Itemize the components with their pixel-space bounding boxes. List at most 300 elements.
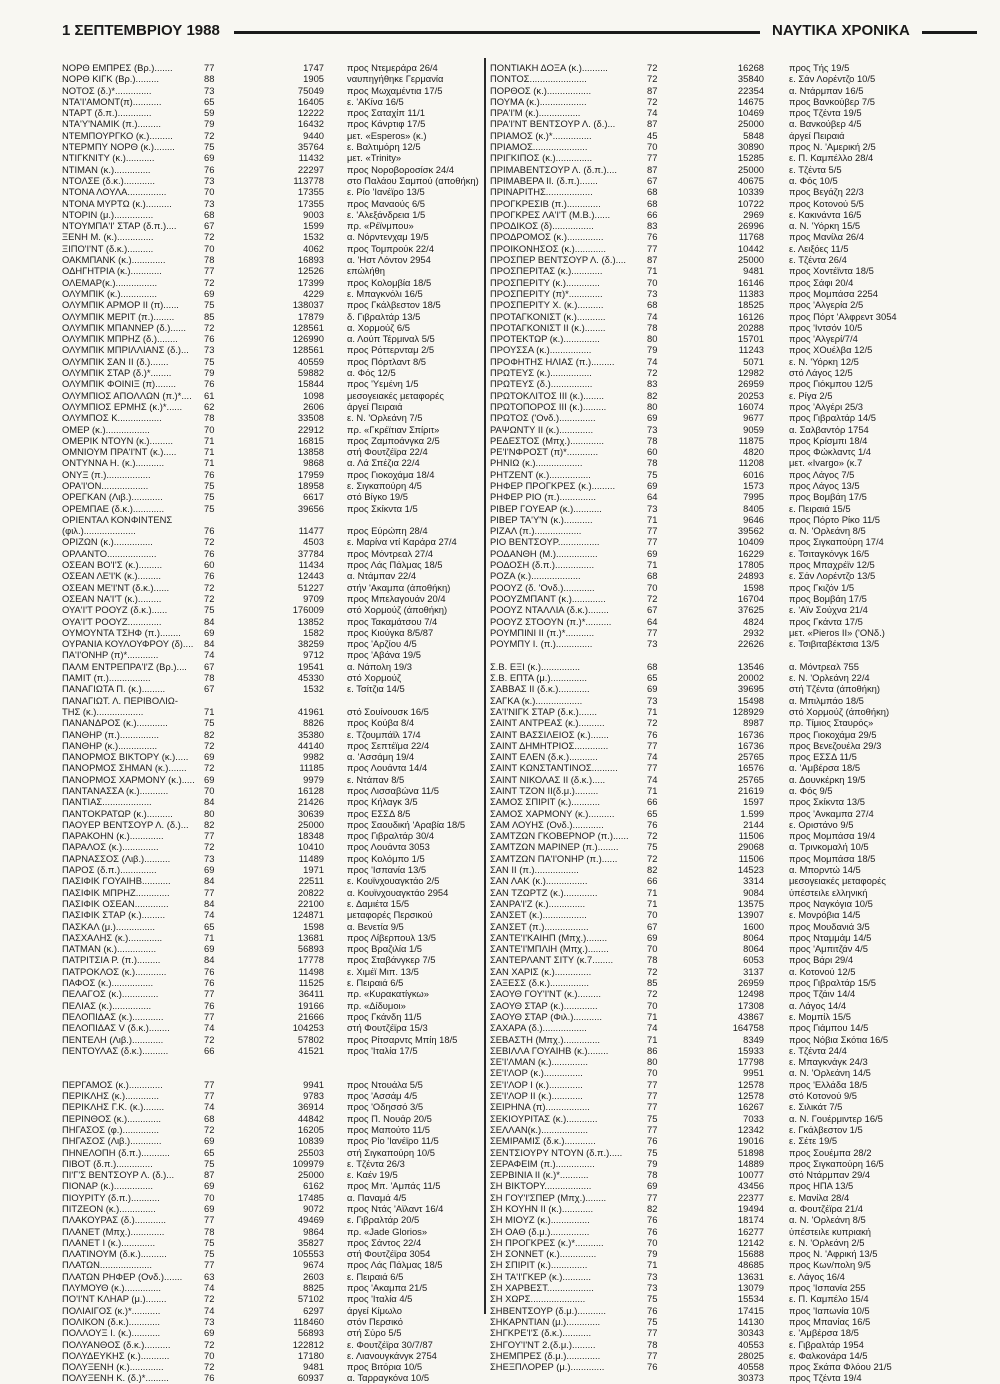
tonnage: 12498 bbox=[737, 988, 764, 1000]
tonnage: 30373 bbox=[737, 1372, 764, 1384]
build-year: 59 bbox=[204, 107, 215, 119]
build-year: 68 bbox=[647, 570, 658, 582]
build-year: 76 bbox=[204, 378, 215, 390]
tonnage: 75049 bbox=[297, 84, 324, 96]
tonnage: 21666 bbox=[297, 1010, 324, 1022]
build-year: 77 bbox=[204, 1010, 215, 1022]
build-year: 72 bbox=[204, 762, 215, 774]
ship-status: προς Βιτόρια 10/5 bbox=[347, 1361, 423, 1373]
tonnage: 16432 bbox=[297, 118, 324, 130]
ship-name: ΝΟΡΘ ΚΙΓΚ (Βρ.)......... bbox=[62, 73, 159, 85]
ship-name: ΠΑΣΙΦΙΚ ΣΤΑΡ (κ.)......... bbox=[62, 909, 166, 921]
build-year: 76 bbox=[204, 547, 215, 559]
ship-name: ΠΑΣΚΑΛ (μ.)............... bbox=[62, 920, 155, 932]
build-year: 60 bbox=[204, 559, 215, 571]
build-year: 67 bbox=[204, 660, 215, 672]
build-year: 77 bbox=[204, 265, 215, 277]
build-year: 71 bbox=[204, 457, 215, 469]
build-year: 76 bbox=[647, 1225, 658, 1237]
tonnage: 1.599 bbox=[740, 807, 764, 819]
ship-name: ΠΟΛΥΞΕΝΗ (κ.)............. bbox=[62, 1361, 164, 1373]
ship-entry bbox=[62, 457, 482, 468]
tonnage: 25503 bbox=[297, 1146, 324, 1158]
tonnage: 10442 bbox=[737, 242, 764, 254]
ship-status: προς Γιβραλτάρ 15/5 bbox=[789, 977, 876, 989]
ship-status: ε. Γιβραλτάρ 20/5 bbox=[347, 1214, 420, 1226]
tonnage: 21619 bbox=[737, 785, 764, 796]
ship-status: α. Φουτζέϊρα 21/4 bbox=[789, 1202, 864, 1214]
tonnage: 17355 bbox=[297, 186, 324, 198]
ship-status: προς Νόβια Σκότια 16/5 bbox=[789, 1033, 889, 1045]
ship-name: ΣΕΚΙΟΥΡΙΤΑΣ (κ.)............ bbox=[490, 1112, 598, 1124]
tonnage: 10409 bbox=[737, 536, 764, 548]
ship-status: προς Τζέντα 19/5 bbox=[789, 107, 862, 119]
ship-entry bbox=[490, 729, 925, 740]
ship-entry bbox=[62, 898, 482, 909]
ship-name: ΠΛΥΜΟΥΘ (κ.).............. bbox=[62, 1282, 162, 1294]
tonnage: 12526 bbox=[297, 265, 324, 277]
tonnage: 41521 bbox=[297, 1044, 324, 1056]
ship-entry bbox=[490, 62, 925, 73]
ship-status: προς Λουάντα 3053 bbox=[347, 841, 430, 853]
build-year: 68 bbox=[647, 197, 658, 209]
ship-status: προς Σιγκαπούρη 16/5 bbox=[789, 1157, 884, 1169]
ship-status: ε. Βαλτιμόρη 12/5 bbox=[347, 141, 421, 153]
ship-entry bbox=[490, 96, 925, 107]
ship-name: ΡΙΒΕΡ ΓΟΥΕΑΡ (κ.)........... bbox=[490, 502, 602, 514]
ship-name: ΞΕΝΗ Μ. (κ.).............. bbox=[62, 231, 154, 243]
tonnage: 9481 bbox=[303, 1361, 324, 1373]
ship-name: ΠΡΟΔΙΚΟΣ (δ)................ bbox=[490, 220, 594, 232]
ship-name: ΠΑΦΟΣ (κ.)................ bbox=[62, 977, 154, 989]
tonnage: 8405 bbox=[743, 502, 764, 514]
build-year: 76 bbox=[647, 1135, 658, 1147]
tonnage: 16229 bbox=[737, 547, 764, 559]
ship-status: προς 'Αβάνα 19/5 bbox=[347, 649, 421, 661]
build-year: 65 bbox=[647, 672, 658, 684]
tonnage: 17399 bbox=[297, 276, 324, 288]
tonnage: 20288 bbox=[737, 321, 764, 333]
ship-status: ε. 'Αλεξάνδρεια 1/5 bbox=[347, 208, 426, 220]
ship-name: ΣΑΝ ΛΑΚ (κ.)................ bbox=[490, 875, 588, 887]
ship-status: προς 'Αλγέρι 25/3 bbox=[789, 400, 864, 412]
tonnage: 38259 bbox=[297, 638, 324, 650]
build-year: 82 bbox=[647, 389, 658, 401]
build-year: 71 bbox=[647, 1033, 658, 1045]
ship-status: ε. Μονρόβια 14/5 bbox=[789, 909, 861, 921]
build-year: 71 bbox=[204, 705, 215, 717]
ship-name: ΣΑΜΤΖΩΝ ΓΚΟΒΕΡΝΟΡ (π.)...... bbox=[490, 830, 629, 842]
build-year: 72 bbox=[647, 95, 658, 107]
ship-name: ΟΣΕΑΝ ΜΕ'Ι'ΝΤ (δ.κ.)...... bbox=[62, 581, 170, 593]
tonnage: 8826 bbox=[303, 717, 324, 729]
tonnage: 9646 bbox=[743, 513, 764, 525]
ship-name: ΣΕΙΡΗΝΑ (π)................. bbox=[490, 1101, 590, 1113]
ship-entry bbox=[490, 288, 925, 299]
build-year: 76 bbox=[647, 728, 658, 740]
ship-name: ΡΟΖΑ (κ.)................... bbox=[490, 570, 581, 582]
tonnage: 40559 bbox=[297, 355, 324, 367]
ship-entry bbox=[490, 921, 925, 932]
ship-name: ΣΗ ΒΙΚΤΟΡΥ.................. bbox=[490, 1180, 592, 1192]
build-year: 71 bbox=[647, 559, 658, 571]
ship-entry bbox=[490, 954, 925, 965]
build-year: 83 bbox=[647, 378, 658, 390]
tonnage: 5071 bbox=[743, 355, 764, 367]
ship-name: ΣΗ ΠΡΟΓΚΡΕΣ (κ.)*........... bbox=[490, 1236, 604, 1248]
ship-status: προς Μομπάσα 18/5 bbox=[789, 852, 876, 864]
ship-name: ΣΕ'Ι'ΛΟΡ Ι (κ.)............. bbox=[490, 1078, 583, 1090]
ship-status: ε. Λειξόες 11/5 bbox=[789, 242, 849, 254]
ship-entry bbox=[62, 661, 482, 672]
ship-status: ε. Πειραιά 15/5 bbox=[789, 502, 851, 514]
ship-status: προς Γκάντα 17/5 bbox=[789, 615, 863, 627]
ship-entry bbox=[62, 729, 482, 740]
ship-name: ΟΥΜΟΥΝΤΑ ΤΣΗΦ (π.)........ bbox=[62, 626, 181, 638]
ship-name: ΠΡΙΓΚΙΠΟΣ (κ.).............. bbox=[490, 152, 593, 164]
build-year: 78 bbox=[647, 1169, 658, 1181]
ship-status: προς 'Ασσάμ 4/5 bbox=[347, 1090, 418, 1102]
build-year: 70 bbox=[647, 943, 658, 955]
ship-entry bbox=[62, 548, 482, 559]
ship-status: προς Γκάλβεστον 18/5 bbox=[347, 299, 441, 311]
ship-name: ΠΕΡΓΑΜΟΣ (κ.)............. bbox=[62, 1078, 163, 1090]
ship-name: ΠΡΟΣΠΕΡΙΤΥ Χ. (κ.).......... bbox=[490, 299, 604, 311]
ship-entry bbox=[490, 988, 925, 999]
ship-status: μετ. «Esperos» (κ.) bbox=[347, 129, 427, 141]
build-year: 77 bbox=[647, 626, 658, 638]
ship-name: ΠΑΝΤΟΚΡΑΤΩΡ (κ.).......... bbox=[62, 807, 173, 819]
issue-date: 1 ΣΕΠΤΕΜΒΡΙΟΥ 1988 bbox=[62, 22, 220, 39]
ship-entry bbox=[62, 1293, 482, 1304]
ship-entry bbox=[62, 672, 482, 683]
ship-name: ΠΑΝΤΙΑΣ................... bbox=[62, 796, 152, 808]
ship-status: ε. Τσίτζια 14/5 bbox=[347, 683, 405, 695]
ship-status: ε. Τζέντα 26/4 bbox=[789, 254, 847, 266]
ship-entry bbox=[490, 1226, 925, 1237]
ship-name: ΣΑΙΝΤ ΑΝΤΡΕΑΣ (κ.).......... bbox=[490, 717, 605, 729]
ship-status: προς Λάγος 13/5 bbox=[789, 479, 860, 491]
ship-status: προς Πόρτλαντ 8/5 bbox=[347, 355, 427, 367]
ship-name: ΟΛΥΜΠΙΚ ΦΟΙΝΙΞ (π)........ bbox=[62, 378, 176, 390]
ship-status: προς Π. Νουάρ 20/5 bbox=[347, 1112, 432, 1124]
tonnage: 18348 bbox=[297, 830, 324, 842]
ship-name: ΟΛΥΜΠΙΚ ΣΤΑΡ (δ.)*........ bbox=[62, 367, 172, 379]
column-divider bbox=[484, 58, 486, 1314]
ship-status: προς 'Αρζίου 4/5 bbox=[347, 638, 417, 650]
ship-name: ΣΗΕΞΠΛΟΡΕΡ (μ.)............. bbox=[490, 1361, 605, 1373]
ship-name: ΣΑΙΝΤ ΒΑΣΣΙΛΕΙΟΣ (κ.)....... bbox=[490, 728, 609, 740]
ship-status: προς Ντεμεράρα 26/4 bbox=[347, 62, 438, 73]
ship-entry bbox=[62, 536, 482, 547]
ship-name: ΟΣΕΑΝ ΛΕ'Ι'Κ (κ.)......... bbox=[62, 570, 161, 582]
tonnage: 17180 bbox=[297, 1349, 324, 1361]
tonnage: 22354 bbox=[737, 84, 764, 96]
ship-status: προς 'Υεμένη 1/5 bbox=[347, 378, 419, 390]
tonnage: 9072 bbox=[303, 1202, 324, 1214]
tonnage: 6297 bbox=[303, 1304, 324, 1316]
ship-name: ΡΑΨΩΝΤΥ ΙΙ (κ.)............. bbox=[490, 423, 594, 435]
ship-entry bbox=[490, 1259, 925, 1270]
ship-entry bbox=[62, 1305, 482, 1316]
ship-name: ΠΛΑΝΕΤ Ι (κ.)............. bbox=[62, 1236, 156, 1248]
ship-entry bbox=[62, 1237, 482, 1248]
ship-name: ΠΑΣΧΑΛΗΣ (κ.)............. bbox=[62, 931, 163, 943]
build-year: 75 bbox=[647, 1315, 658, 1327]
build-year: 75 bbox=[647, 1146, 658, 1158]
ship-name: ΣΗΚΑΡΝΤΙΑΝ (μ.)............. bbox=[490, 1315, 601, 1327]
tonnage: 104253 bbox=[292, 1022, 324, 1034]
build-year: 64 bbox=[647, 491, 658, 503]
ship-status: προς Μπανίας 16/5 bbox=[789, 1315, 871, 1327]
build-year: 71 bbox=[647, 897, 658, 909]
tonnage: 138037 bbox=[292, 299, 324, 311]
ship-name: ΡΟΟΥΖ ΝΤΑΛΛΙΑ (δ.κ.)........ bbox=[490, 604, 609, 616]
ship-status: προς Κρίσμπι 18/4 bbox=[789, 434, 868, 446]
ship-entry bbox=[62, 1214, 482, 1225]
ship-entry bbox=[62, 254, 482, 265]
build-year: 76 bbox=[204, 965, 215, 977]
ship-entry bbox=[490, 672, 925, 683]
ship-name: ΝΤΟΡΙΝ (μ.)............... bbox=[62, 208, 154, 220]
ship-name: ΣΕΒΑΣΤΗ (Μπχ.).............. bbox=[490, 1033, 600, 1045]
ship-entry bbox=[62, 1192, 482, 1203]
ship-status: προς Σαταχίπ 11/1 bbox=[347, 107, 425, 119]
ship-name: ΠΗΓΑΣΟΣ (Λιβ.)............ bbox=[62, 1135, 162, 1147]
tonnage: 25000 bbox=[297, 1169, 324, 1181]
ship-status: α. Μόντρεαλ 755 bbox=[789, 660, 859, 672]
tonnage: 15688 bbox=[737, 1248, 764, 1260]
tonnage: 9481 bbox=[743, 265, 764, 277]
tonnage: 1600 bbox=[743, 920, 764, 932]
ship-status: προς Τζάιν 14/4 bbox=[789, 988, 856, 1000]
ship-status: α. 'Ηστ Λόντον 2954 bbox=[347, 254, 431, 266]
ship-name: Σ.Β. ΕΠΤΑ (μ.).............. bbox=[490, 672, 587, 684]
ship-status: πρ. «Γκρέϊτιαν Σπίριτ» bbox=[347, 423, 440, 435]
ship-entry bbox=[62, 514, 482, 525]
ship-name: ΟΡΑ'Ι'ΟΝ.................. bbox=[62, 479, 149, 491]
ship-name: ΠΡΟΤΕΚΤΩΡ (κ.).............. bbox=[490, 333, 600, 345]
ship-status: προς Ζαμποάνγκα 2/5 bbox=[347, 434, 440, 446]
ship-name: ΠΙΟΥΡΙΤΥ (δ.π.)........... bbox=[62, 1191, 160, 1203]
tonnage: 41961 bbox=[297, 705, 324, 717]
ship-entry bbox=[490, 209, 925, 220]
tonnage: 45330 bbox=[297, 672, 324, 684]
ship-name: ΡΕΔΕΣΤΟΣ (Μπχ.)............. bbox=[490, 434, 604, 446]
ship-status: προς Γκιζόν 1/5 bbox=[789, 581, 855, 593]
ship-entry bbox=[62, 988, 482, 999]
ship-status: προς Ν. 'Αφρική 13/5 bbox=[789, 1248, 878, 1260]
build-year: 83 bbox=[647, 220, 658, 232]
build-year: 72 bbox=[204, 1123, 215, 1135]
ship-name: ΣΑΙΝΤ ΤΖΟΝ ΙΙ(δ.μ.)......... bbox=[490, 785, 599, 796]
ship-name: ΣΗ ΧΑΡΒΕΣΤ.................. bbox=[490, 1282, 594, 1294]
tonnage: 126990 bbox=[292, 333, 324, 345]
ship-entry bbox=[62, 367, 482, 378]
ship-name: ΠΡΙΜΑΒΕΡΑ ΙΙ. (δ.π.)....... bbox=[490, 174, 598, 186]
tonnage: 11383 bbox=[738, 287, 764, 299]
ship-entry bbox=[62, 435, 482, 446]
tonnage: 6617 bbox=[303, 491, 324, 503]
build-year: 69 bbox=[647, 1180, 658, 1192]
build-year: 77 bbox=[647, 1191, 658, 1203]
tonnage: 15701 bbox=[737, 333, 764, 345]
ship-status: ε. Λάγος 16/4 bbox=[789, 1270, 845, 1282]
tonnage: 4229 bbox=[303, 287, 324, 299]
ship-entry bbox=[490, 164, 925, 175]
ship-name: ΠΕΡΙΚΛΗΣ Γ.Κ. (κ.)........ bbox=[62, 1101, 165, 1113]
tonnage: 1747 bbox=[303, 62, 324, 73]
ship-status: προς ΕΣΣΔ 11/5 bbox=[789, 751, 857, 763]
tonnage: 13681 bbox=[297, 931, 324, 943]
ship-name: ΠΑΝΑΓΙΩΤΑ Π. (κ.)......... bbox=[62, 683, 166, 695]
ship-status: μετ. «Trinity» bbox=[347, 152, 402, 164]
build-year: 77 bbox=[204, 1214, 215, 1226]
tonnage: 12982 bbox=[737, 367, 764, 379]
ship-status: δ. Γιβραλτάρ 13/5 bbox=[347, 310, 421, 322]
build-year: 79 bbox=[204, 118, 215, 130]
ship-status: προς 'Ανκαμπα 27/4 bbox=[789, 807, 874, 819]
ship-status: ύπέστειλε κυπριακή bbox=[789, 1225, 872, 1237]
tonnage: 56893 bbox=[297, 943, 324, 955]
tonnage: 33508 bbox=[297, 412, 324, 424]
ship-name: ΣΑΝ ΙΙ (π.)................. bbox=[490, 864, 579, 876]
ship-name: ΡΟΔΑΝΘΗ (Μ.)................ bbox=[490, 547, 598, 559]
ship-name: ΣΑΝ ΧΑΡΙΣ (κ.).............. bbox=[490, 965, 592, 977]
tonnage: 5848 bbox=[743, 129, 764, 141]
tonnage: 2603 bbox=[303, 1270, 324, 1282]
ship-name: ΠΗΝΕΛΟΠΗ (δ.π.)........... bbox=[62, 1146, 170, 1158]
ship-name: ΠΑΝΟΡΜΟΣ ΣΗΜΑΝ (κ.)....... bbox=[62, 762, 187, 774]
ship-entry bbox=[62, 1180, 482, 1191]
build-year: 72 bbox=[204, 1361, 215, 1373]
ship-entry bbox=[62, 830, 482, 841]
ship-status: προς Σιγκαπούρη 17/4 bbox=[789, 536, 884, 548]
ship-entry bbox=[62, 175, 482, 186]
ship-entry bbox=[490, 412, 925, 423]
build-year: 75 bbox=[647, 841, 658, 853]
tonnage: 9941 bbox=[303, 1078, 324, 1090]
tonnage: 105553 bbox=[292, 1248, 324, 1260]
ship-entry bbox=[62, 570, 482, 581]
ship-status: ε. Κουϊνχουαγκτάο 2/5 bbox=[347, 875, 440, 887]
ship-name: ΠΟ'Ι'ΝΤ ΚΛΗΑΡ (μ.)........ bbox=[62, 1293, 167, 1305]
ship-status: προς ΕΣΣΔ 8/5 bbox=[347, 807, 411, 819]
tonnage: 57802 bbox=[297, 1033, 324, 1045]
build-year: 70 bbox=[204, 1349, 215, 1361]
ship-entry bbox=[62, 1259, 482, 1270]
ship-status: ε. Σιγκαπούρη 4/5 bbox=[347, 479, 422, 491]
ship-name: ΠΑΝΟΡΜΟΣ ΧΑΡΜΟΝΥ (κ.)..... bbox=[62, 773, 195, 785]
ship-status: πρ. «Κυρακατίγκω» bbox=[347, 988, 429, 1000]
build-year: 76 bbox=[204, 977, 215, 989]
build-year: 70 bbox=[204, 423, 215, 435]
ship-name: ΝΤΟΥΜΠΑ'Ι' ΣΤΑΡ (δ.π.).... bbox=[62, 220, 177, 232]
build-year: 71 bbox=[647, 1010, 658, 1022]
ship-name: ΠΟΝΤΙΑΚΗ ΔΟΞΑ (κ.).......... bbox=[490, 62, 608, 73]
tonnage: 10722 bbox=[737, 197, 764, 209]
tonnage: 11506 bbox=[738, 830, 764, 842]
tonnage: 14523 bbox=[737, 864, 764, 876]
tonnage: 14130 bbox=[737, 1315, 764, 1327]
build-year: 87 bbox=[647, 163, 658, 175]
tonnage: 16576 bbox=[737, 762, 764, 774]
ship-status: προς Ντουάλα 5/5 bbox=[347, 1078, 423, 1090]
ship-name: ΣΑΝΤΕ'Ι'ΜΠΛΙΗ (Μπχ.)........ bbox=[490, 943, 609, 955]
ship-entry bbox=[490, 785, 925, 796]
build-year: 77 bbox=[647, 242, 658, 254]
tonnage: 9864 bbox=[303, 1225, 324, 1237]
ship-entry bbox=[490, 1056, 925, 1067]
build-year: 71 bbox=[647, 705, 658, 717]
ship-status: προς Γιβραλτάρ 30/4 bbox=[347, 830, 434, 842]
tonnage: 128561 bbox=[292, 321, 324, 333]
build-year: 72 bbox=[647, 830, 658, 842]
tonnage: 16128 bbox=[297, 785, 324, 796]
ship-status: προς 'Αλγερί/7/4 bbox=[789, 333, 858, 345]
build-year: 72 bbox=[204, 592, 215, 604]
ship-entry bbox=[62, 921, 482, 932]
build-year: 61 bbox=[204, 389, 215, 401]
ship-status: α. Ντάρμπαν 16/5 bbox=[789, 84, 864, 96]
tonnage: 3137 bbox=[743, 965, 764, 977]
build-year: 73 bbox=[204, 197, 215, 209]
build-year: 74 bbox=[647, 751, 658, 763]
ship-status: ε. Σάν Λορέντζο 10/5 bbox=[789, 73, 876, 85]
ship-entry bbox=[62, 1101, 482, 1112]
ship-entry bbox=[490, 1293, 925, 1304]
tonnage: 16268 bbox=[737, 62, 764, 73]
ship-status: στή Σιγκαπούρη 10/5 bbox=[347, 1146, 435, 1158]
tonnage: 11432 bbox=[298, 152, 324, 164]
ship-entry bbox=[62, 932, 482, 943]
ship-name: ΣΑΙΝΤ ΔΗΜΗΤΡΙΟΣ............. bbox=[490, 739, 609, 751]
ship-status: στό Ντάρμπαν 29/4 bbox=[789, 1169, 871, 1181]
build-year: 76 bbox=[204, 163, 215, 175]
ship-entry bbox=[490, 265, 925, 276]
ship-name: ΠΛΑΝΕΤ (Μπχ.)............. bbox=[62, 1225, 165, 1237]
ship-name: ΠΑΤΡΙΤΣΙΑ Ρ. (π.)......... bbox=[62, 954, 161, 966]
ship-name: ΟΛΥΜΠΙΚ ΜΠΡΗΖ (δ.)........ bbox=[62, 333, 178, 345]
left-column bbox=[62, 62, 482, 1384]
ship-name: ΠΡΙΝΑΡΙΤΗΣ.................. bbox=[490, 186, 593, 198]
tonnage: 13575 bbox=[737, 897, 764, 909]
ship-status: ε. Μομπίλ 15/5 bbox=[789, 1010, 851, 1022]
ship-status: προς Βομβάη 17/5 bbox=[789, 592, 867, 604]
build-year: 77 bbox=[204, 830, 215, 842]
build-year: 69 bbox=[647, 931, 658, 943]
ship-entry bbox=[490, 1147, 925, 1158]
ship-entry bbox=[62, 887, 482, 898]
ship-name: ΠΟΛΥΑΝΘΟΣ (δ.κ.).......... bbox=[62, 1338, 171, 1350]
ship-status: α. Δουνκέρκη 19/5 bbox=[789, 773, 866, 785]
build-year: 86 bbox=[647, 1044, 658, 1056]
ship-entry bbox=[490, 435, 925, 446]
ship-status: α. Ν. 'Ορλεάνη 8/5 bbox=[789, 525, 866, 537]
tonnage: 176009 bbox=[292, 604, 324, 616]
publication-title: ΝΑΥΤΙΚΑ ΧΡΟΝΙΚΑ bbox=[772, 22, 910, 39]
build-year: 74 bbox=[647, 1022, 658, 1034]
ship-status: προς 'Ισπανία 13/5 bbox=[347, 864, 427, 876]
tonnage: 11477 bbox=[298, 525, 324, 537]
ship-entry bbox=[490, 186, 925, 197]
ship-entry bbox=[490, 333, 925, 344]
ship-status: α. Λάγος 14/4 bbox=[789, 999, 847, 1011]
tonnage: 19016 bbox=[737, 1135, 764, 1147]
tonnage: 11498 bbox=[298, 965, 324, 977]
build-year: 71 bbox=[204, 434, 215, 446]
ship-status: πρ. «Jade Glorios» bbox=[347, 1225, 428, 1237]
